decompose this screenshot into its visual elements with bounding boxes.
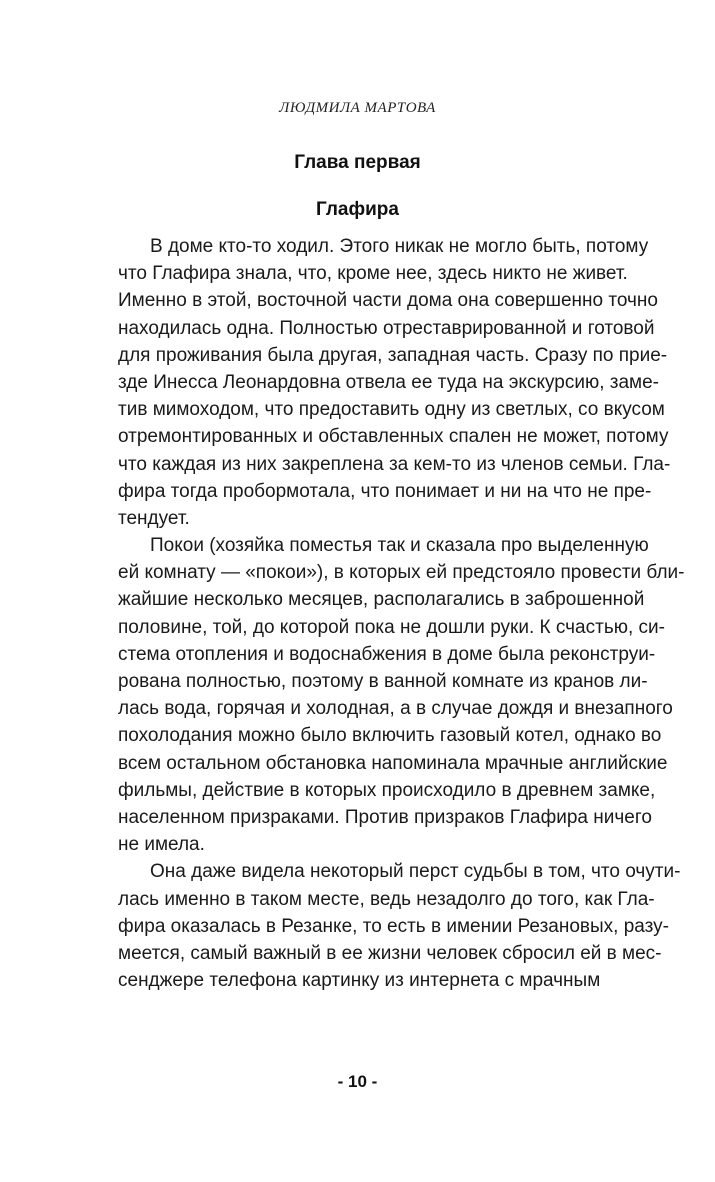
text-line: лась вода, горячая и холодная, а в случае дождя и внезапного bbox=[118, 698, 673, 720]
section-title: Глафира bbox=[316, 199, 399, 220]
paragraph bbox=[118, 233, 671, 532]
text-line: В доме кто-то ходил. Этого никак не могло быть, потому bbox=[150, 236, 649, 257]
text-line: половине, той, до которой пока не дошли руки. К счастью, си- bbox=[118, 616, 665, 638]
chapter-title: Глава первая bbox=[294, 152, 421, 173]
text-line: стема отопления и водоснабжения в доме была реконструи- bbox=[118, 643, 656, 665]
text-line: для проживания была другая, западная часть. Сразу по прие- bbox=[118, 344, 668, 366]
text-line: отремонтированных и обставленных спален не может, потому bbox=[118, 426, 669, 448]
text-line: рована полностью, поэтому в ванной комнате из кранов ли- bbox=[118, 671, 648, 692]
text-line: Именно в этой, восточной части дома она совершенно точно bbox=[118, 290, 658, 312]
page-number: - 10 - bbox=[337, 1072, 378, 1091]
text-line: Она даже видела некоторый перст судьбы в том, что очути- bbox=[150, 861, 681, 883]
body-text bbox=[118, 233, 685, 994]
text-line: похолодания можно было включить газовый котел, однако во bbox=[118, 725, 662, 747]
text-line: фильмы, действие в которых происходило в древнем замке, bbox=[118, 779, 656, 801]
text-line: фира тогда пробормотала, что понимает и ни на что не пре- bbox=[118, 480, 652, 502]
text-line: лась именно в таком месте, ведь незадолго до того, как Гла- bbox=[118, 888, 655, 910]
text-line: тив мимоходом, что предоставить одну из светлых, со вкусом bbox=[118, 399, 665, 421]
text-line: Покои (хозяйка поместья так и сказала про выделенную bbox=[150, 535, 649, 557]
running-head-author: ЛЮДМИЛА МАРТОВА bbox=[279, 100, 436, 116]
paragraph bbox=[118, 532, 685, 858]
text-line: населенном призраками. Против призраков Глафира ничего bbox=[118, 806, 652, 828]
text-line: фира оказалась в Резанке, то есть в имении Резановых, разу- bbox=[118, 915, 669, 937]
paragraph bbox=[118, 858, 681, 994]
text-line: жайшие несколько месяцев, располагались в заброшенной bbox=[118, 589, 645, 611]
text-line: тендует. bbox=[118, 507, 190, 529]
text-line: что Глафира знала, что, кроме нее, здесь никто не живет. bbox=[118, 263, 628, 285]
text-line: ей комнату — «покои»), в которых ей предстояло провести бли- bbox=[118, 562, 685, 584]
text-line: меется, самый важный в ее жизни человек сбросил ей в мес- bbox=[118, 942, 662, 964]
text-line: всем остальном обстановка напоминала мрачные английские bbox=[118, 752, 668, 774]
text-line: зде Инесса Леонардовна отвела ее туда на экскурсию, заме- bbox=[118, 371, 659, 393]
text-line: не имела. bbox=[118, 834, 205, 856]
text-line: находилась одна. Полностью отреставрированной и готовой bbox=[118, 317, 655, 339]
text-line: что каждая из них закреплена за кем-то из членов семьи. Гла- bbox=[118, 453, 671, 475]
text-line: сенджере телефона картинку из интернета с мрачным bbox=[118, 970, 601, 992]
